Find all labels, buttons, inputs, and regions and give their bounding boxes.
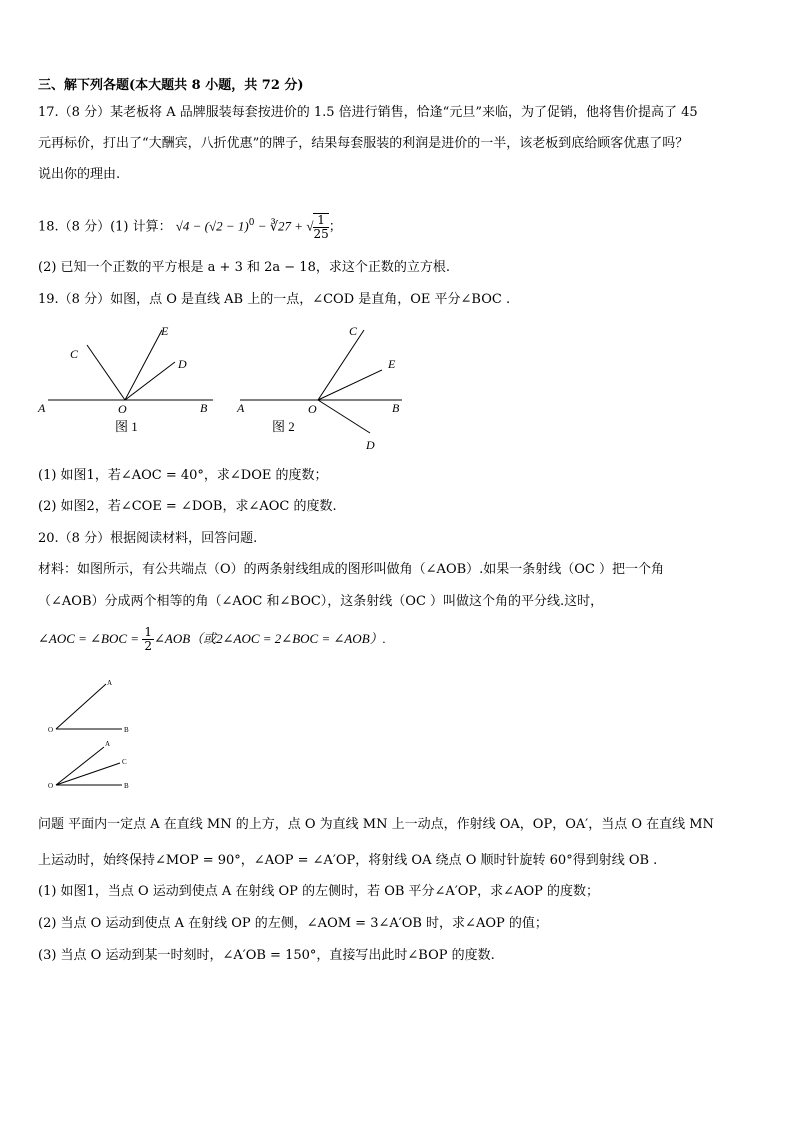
q20-figures bbox=[40, 675, 160, 800]
fig1-label-c: C bbox=[70, 347, 79, 361]
q20-frac-num: 1 bbox=[144, 625, 152, 639]
q18-part1 bbox=[38, 213, 342, 241]
q19-intro: 19.（8 分）如图，点 O 是直线 AB 上的一点，∠COD 是直角，OE 平分∠BOC . bbox=[38, 292, 511, 307]
fig2-label-a: A bbox=[237, 401, 245, 415]
q20-formula-b: ∠AOB（或2∠AOC = 2∠BOC = ∠AOB）. bbox=[153, 631, 386, 646]
figB-label-b: B bbox=[124, 782, 129, 790]
section-heading: 三、解下列各题(本大题共 8 小题，共 72 分) bbox=[38, 78, 304, 93]
q17-line-1: 17.（8 分）某老板将 A 品牌服装每套按进价的 1.5 倍进行销售，恰逢“元旦”来临，为了促销，他将售价提高了 45 bbox=[38, 105, 698, 120]
figA-label-b: B bbox=[124, 726, 129, 734]
fig2-label-e: E bbox=[388, 357, 396, 371]
q19-figures bbox=[30, 318, 430, 458]
q19-part2: (2) 如图2，若∠COE = ∠DOB，求∠AOC 的度数. bbox=[38, 499, 337, 514]
fig1-label-b: B bbox=[200, 401, 208, 415]
q20-figure-angle bbox=[48, 679, 129, 734]
fig2-label-o: O bbox=[308, 402, 317, 416]
q20-intro: 20.（8 分）根据阅读材料，回答问题. bbox=[38, 531, 258, 546]
fig1-label-e: E bbox=[161, 324, 169, 338]
q17-line-3: 说出你的理由. bbox=[38, 167, 121, 182]
figA-label-o: O bbox=[48, 726, 54, 734]
q18-expr-a: √4 − (√2 − 1) bbox=[175, 218, 249, 234]
fig2-label-c: C bbox=[349, 324, 358, 338]
q18-end: ； bbox=[328, 219, 342, 235]
figA-label-a: A bbox=[107, 679, 113, 687]
q18-fraction bbox=[313, 213, 328, 241]
q18-exponent: 0 bbox=[248, 218, 255, 229]
q18-part2: (2) 已知一个正数的平方根是 a + 3 和 2a − 18，求这个正数的立方根. bbox=[38, 260, 450, 275]
q19-part1: (1) 如图1，若∠AOC = 40°，求∠DOE 的度数； bbox=[38, 468, 328, 483]
q18-frac-den: 25 bbox=[313, 227, 329, 241]
q19-figure-1 bbox=[37, 324, 213, 434]
q20-figure-bisector bbox=[48, 740, 129, 790]
q20-subquestion-2: (2) 当点 O 运动到使点 A 在射线 OP 的左侧，∠AOM = 3∠A′OB 时，求∠AOP 的值； bbox=[38, 916, 548, 931]
q20-material-1: 材料：如图所示，有公共端点（O）的两条射线组成的图形叫做角（∠AOB）.如果一条射线（OC ）把一个角 bbox=[38, 562, 665, 577]
q17-line-2: 元再标价，打出了“大酬宾，八折优惠”的牌子，结果每套服装的利润是进价的一半，该老板到底给顾客优惠了吗？ bbox=[38, 136, 689, 151]
figB-label-o: O bbox=[48, 782, 54, 790]
q20-material-3 bbox=[38, 626, 386, 653]
q20-problem-1: 问题 平面内一定点 A 在直线 MN 的上方，点 O 为直线 MN 上一动点，作射线 OA，OP，OA′，当点 O 在直线 MN bbox=[38, 817, 714, 832]
q19-figure-2 bbox=[236, 324, 402, 452]
fig2-label-d: D bbox=[366, 438, 375, 452]
q18-prefix: 18.（8 分）(1) 计算： bbox=[38, 219, 172, 235]
q20-subquestion-1: (1) 如图1，当点 O 运动到使点 A 在射线 OP 的左侧时，若 OB 平分∠A′OP，求∠AOP 的度数； bbox=[38, 884, 599, 899]
q20-material-2: （∠AOB）分成两个相等的角（∠AOC 和∠BOC），这条射线（OC ）叫做这个角的平分线.这时， bbox=[38, 594, 604, 609]
q18-expr-b: − ∛27 + √ bbox=[254, 218, 314, 234]
fig2-label-b: B bbox=[392, 401, 400, 415]
figB-label-a: A bbox=[105, 740, 111, 748]
q20-subquestion-3: (3) 当点 O 运动到某一时刻时，∠A′OB = 150°，直接写出此时∠BOP 的度数. bbox=[38, 948, 495, 963]
fig2-caption: 图 2 bbox=[272, 419, 295, 434]
fig1-label-o: O bbox=[118, 402, 127, 416]
figB-label-c: C bbox=[122, 758, 127, 766]
fig1-label-a: A bbox=[38, 401, 46, 415]
fig1-caption: 图 1 bbox=[115, 419, 138, 434]
fig1-label-d: D bbox=[178, 357, 187, 371]
q20-formula-a: ∠AOC = ∠BOC = bbox=[38, 631, 143, 646]
q18-frac-num: 1 bbox=[313, 214, 328, 228]
q20-frac-den: 2 bbox=[144, 639, 152, 653]
q20-problem-2: 上运动时，始终保持∠MOP = 90°，∠AOP = ∠A′OP，将射线 OA 绕点 O 顺时针旋转 60°得到射线 OB . bbox=[38, 853, 658, 868]
q20-half-fraction bbox=[142, 626, 154, 653]
